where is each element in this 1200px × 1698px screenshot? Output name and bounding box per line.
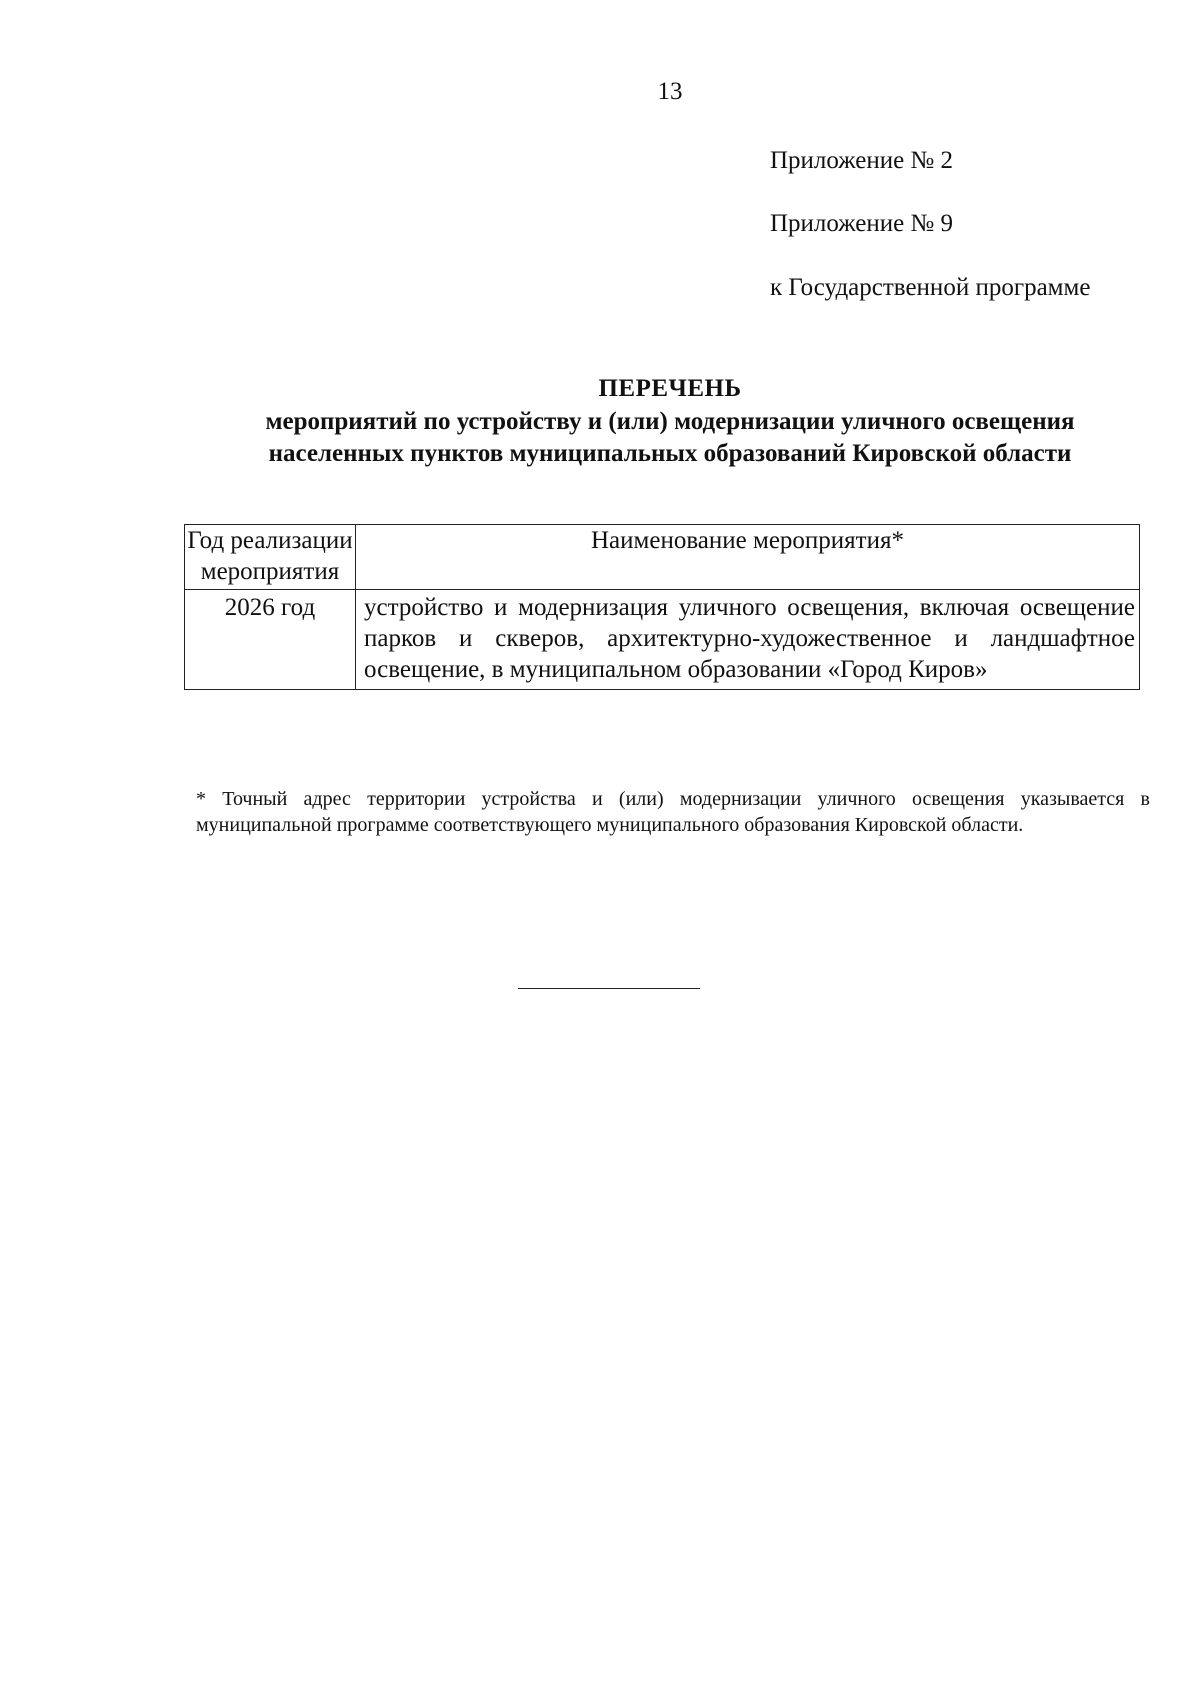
document-heading bbox=[180, 372, 1160, 470]
footnote: * Точный адрес территории устройства и (или) модернизации уличного освещения указывается в муниципальной программе соответствующего муниципального образования Кировской области. bbox=[196, 788, 1150, 836]
document-subtitle bbox=[180, 406, 1160, 470]
cell-measure-name: устройство и модернизация уличного освещения, включая освещение парков и скверов, архитектурно-художественное и ландшафтное освещение, в муниципальном образовании «Город Киров» bbox=[356, 590, 1140, 690]
measures-table bbox=[184, 524, 1140, 690]
document-title: ПЕРЕЧЕНЬ bbox=[598, 375, 742, 402]
appendix-label-2: Приложение № 2 bbox=[770, 147, 954, 174]
header-measure-name: Наименование мероприятия* bbox=[356, 525, 1140, 590]
header-year: Год реализации мероприятия bbox=[185, 525, 356, 590]
page-number: 13 bbox=[657, 78, 683, 105]
document-subtitle-line-2: населенных пунктов муниципальных образований Кировской области bbox=[268, 440, 1072, 467]
cell-year: 2026 год bbox=[185, 590, 356, 690]
table-row bbox=[185, 590, 1140, 690]
appendix-program-reference: к Государственной программе bbox=[770, 274, 1091, 301]
document-subtitle-line-1: мероприятий по устройству и (или) модернизации уличного освещения bbox=[265, 408, 1075, 435]
appendix-label-9: Приложение № 9 bbox=[770, 210, 954, 237]
end-divider bbox=[518, 988, 700, 989]
table-header-row bbox=[185, 525, 1140, 590]
